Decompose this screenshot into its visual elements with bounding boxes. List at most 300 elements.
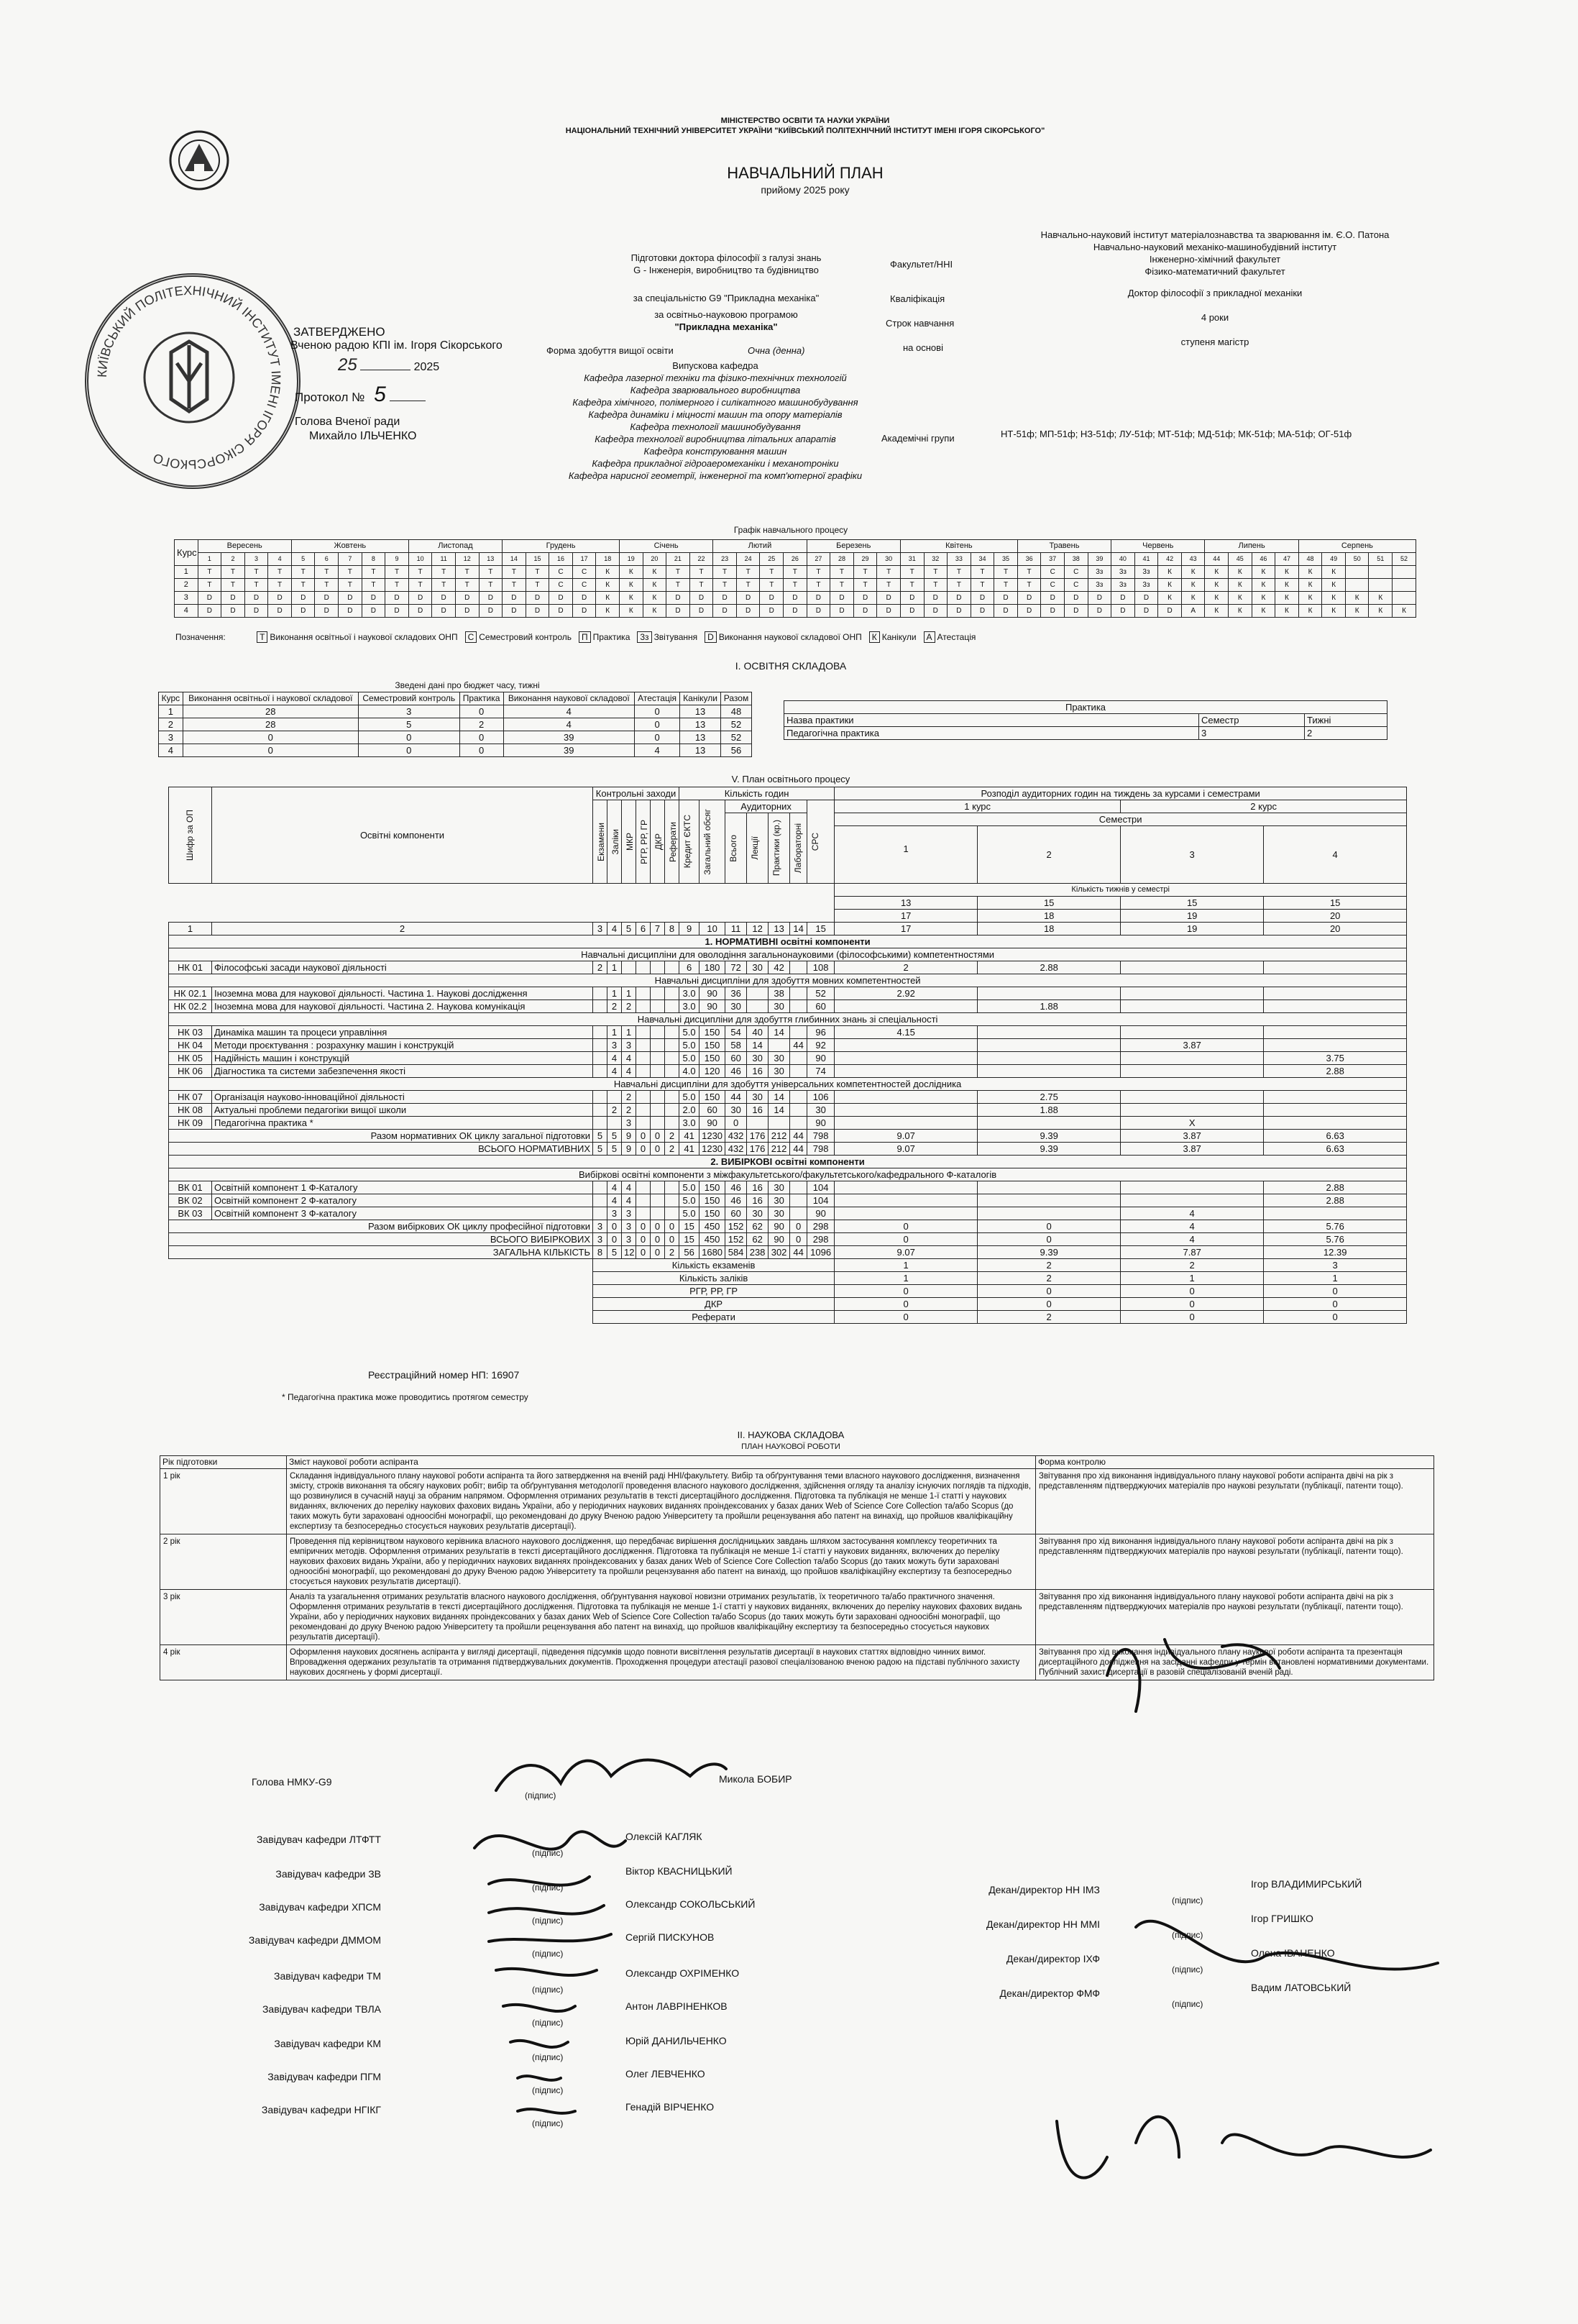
- plan-total-cell: 0: [636, 1246, 651, 1259]
- plan-row: [169, 1207, 1407, 1220]
- schedule-cell: D: [362, 592, 385, 605]
- budget-cell: 4: [503, 705, 634, 718]
- plan-total-cell: 0: [978, 1220, 1121, 1233]
- plan-cell: 16: [747, 1194, 769, 1207]
- plan-code: НК 06: [169, 1065, 212, 1078]
- schedule-cell: К: [1205, 592, 1229, 605]
- schedule-cell: D: [479, 605, 503, 618]
- plan-cell: [1264, 1104, 1407, 1117]
- budget-row: [159, 731, 752, 744]
- schedule-cell: D: [432, 592, 456, 605]
- legend-item: [637, 632, 697, 642]
- schedule-cell: D: [994, 605, 1018, 618]
- plan-total-cell: 152: [725, 1220, 747, 1233]
- budget-cell: 0: [183, 731, 358, 744]
- schedule-week-number: 45: [1229, 553, 1252, 566]
- schedule-cell: Т: [877, 579, 901, 592]
- departments: [546, 360, 884, 482]
- plan-cell: 106: [807, 1091, 835, 1104]
- plan-total-cell: 798: [807, 1130, 835, 1143]
- plan-section-title: Вибіркові освітні компоненти з міжфакультетського/факультетського/кафедрального Ф-каталогів: [169, 1168, 1407, 1181]
- plan-col-number: 5: [622, 923, 636, 935]
- plan-cell: [593, 1039, 607, 1052]
- plan-cell: [835, 1052, 978, 1065]
- plan-total-label: Разом вибіркових ОК циклу професійної підготовки: [169, 1220, 593, 1233]
- protocol: [295, 383, 426, 407]
- plan-cell: [607, 1091, 622, 1104]
- schedule-week-number: 13: [479, 553, 503, 566]
- signature-role: Завідувач кафедри ДММОМ: [248, 1934, 381, 1946]
- faculty-extra: Навчально-науковий механіко-машинобудівний інститут: [1093, 242, 1337, 252]
- plan-cell: 4: [607, 1194, 622, 1207]
- plan-total-cell: 0: [835, 1233, 978, 1246]
- plan-section-title: Навчальні дисципліни для здобуття глибинних знань зі спеціальності: [169, 1013, 1407, 1026]
- schedule-cell: Т: [526, 566, 549, 579]
- budget-cell: 28: [183, 705, 358, 718]
- plan-cell: [636, 1000, 651, 1013]
- summary-cell: 2: [978, 1259, 1121, 1272]
- stamp-text: КИЇВСЬКИЙ ПОЛІТЕХНІЧНИЙ ІНСТИТУТ ІМЕНІ ІГОРЯ СІКОРСЬКОГО: [94, 283, 284, 472]
- schedule-cell: D: [572, 605, 596, 618]
- schedule-cell: К: [1229, 605, 1252, 618]
- schedule-month: Вересень: [198, 540, 291, 553]
- plan-row: [169, 1181, 1407, 1194]
- signature-name: Олексій КАГЛЯК: [625, 1831, 702, 1842]
- plan-cell: [835, 1207, 978, 1220]
- schedule-cell: К: [619, 579, 643, 592]
- schedule-cell: D: [830, 592, 854, 605]
- plan-cell: [835, 1181, 978, 1194]
- plan-cell: [665, 1181, 679, 1194]
- plan-total-cell: 9.07: [835, 1246, 978, 1259]
- plan-h-code: Шифр за ОП: [169, 787, 212, 884]
- schedule-cell: D: [853, 605, 877, 618]
- plan-cell: 3: [622, 1207, 636, 1220]
- schedule-cell: D: [994, 592, 1018, 605]
- plan-cell: [593, 987, 607, 1000]
- budget-row: [159, 705, 752, 718]
- schedule-cell: Т: [900, 579, 924, 592]
- plan-cell: [978, 1039, 1121, 1052]
- plan-h-exams: Екзамени: [593, 800, 607, 884]
- plan-total-cell: 5: [607, 1246, 622, 1259]
- schedule-cell: Т: [408, 566, 432, 579]
- page-title: НАВЧАЛЬНИЙ ПЛАН: [727, 164, 884, 182]
- schedule-cell: D: [385, 592, 409, 605]
- legend-text: Атестація: [937, 632, 976, 642]
- plan-cell: [665, 961, 679, 974]
- schedule-cell: [1369, 566, 1393, 579]
- plan-total-cell: 0: [636, 1233, 651, 1246]
- schedule-cell: Т: [994, 579, 1018, 592]
- plan-cell: [665, 1039, 679, 1052]
- summary-cell: 1: [835, 1259, 978, 1272]
- schedule-month: Жовтень: [291, 540, 408, 553]
- plan-h-control: Контрольні заходи: [593, 787, 679, 800]
- schedule-week-number: 2: [221, 553, 245, 566]
- plan-h-lect: Лекції: [747, 813, 769, 884]
- schedule-week-number: 16: [549, 553, 573, 566]
- plan-cell: [978, 987, 1121, 1000]
- dept-item: Кафедра конструювання машин: [643, 446, 787, 457]
- plan-col-number: 1: [169, 923, 212, 935]
- plan-col-number: 19: [1121, 923, 1264, 935]
- plan-cell: 3.87: [1121, 1039, 1264, 1052]
- plan-section-row: [169, 935, 1407, 948]
- plan-total-cell: 0: [651, 1233, 665, 1246]
- budget-header: Семестровий контроль: [358, 692, 459, 705]
- schedule-week-number: 52: [1393, 553, 1416, 566]
- schedule-cell: D: [1041, 592, 1065, 605]
- budget-cell: 56: [720, 744, 751, 757]
- plan-cell: 150: [699, 1194, 725, 1207]
- budget-cell: 0: [459, 731, 503, 744]
- schedule-cell: Т: [315, 566, 339, 579]
- signature-caption: (підпис): [1172, 1964, 1203, 1975]
- schedule-cell: К: [1229, 566, 1252, 579]
- plan-cell: [1264, 1000, 1407, 1013]
- summary-cell: 0: [978, 1285, 1121, 1298]
- faculty-main: Навчально-науковий інститут матеріалознавства та зварювання ім. Є.О. Патона: [1040, 229, 1390, 240]
- plan-cell: 4: [622, 1194, 636, 1207]
- plan-cell: 16: [747, 1065, 769, 1078]
- plan-total-cell: 5: [607, 1143, 622, 1156]
- signature-role: Завідувач кафедри ХПСМ: [259, 1901, 381, 1913]
- plan-h-dkr: ДКР: [651, 800, 665, 884]
- plan-cell: 90: [807, 1207, 835, 1220]
- summary-cell: 1: [1264, 1272, 1407, 1285]
- schedule-month: Червень: [1111, 540, 1205, 553]
- plan-cell: 1.88: [978, 1000, 1121, 1013]
- plan-col-number: 3: [593, 923, 607, 935]
- plan-cell: 2.75: [978, 1091, 1121, 1104]
- plan-cell: [636, 987, 651, 1000]
- schedule-week-number: 42: [1158, 553, 1182, 566]
- plan-h-rgr: РГР, РР, ГР: [636, 800, 651, 884]
- plan-cell: 150: [699, 1052, 725, 1065]
- plan-cell: [665, 1052, 679, 1065]
- plan-section-title: 1. НОРМАТИВНІ освітні компоненти: [169, 935, 1407, 948]
- plan-cell: [665, 1091, 679, 1104]
- budget-cell: 48: [720, 705, 751, 718]
- plan-cell: 1: [607, 961, 622, 974]
- research-year: 4 рік: [160, 1645, 287, 1680]
- plan-h-lab: Лабораторні: [790, 813, 807, 884]
- schedule-cell: D: [503, 605, 526, 618]
- plan-cell: 4: [607, 1052, 622, 1065]
- plan-cell: 3: [622, 1117, 636, 1130]
- schedule-cell: Т: [807, 579, 830, 592]
- plan-section-row: [169, 1156, 1407, 1168]
- schedule-cell: К: [1275, 579, 1299, 592]
- plan-cell: 1: [607, 987, 622, 1000]
- footnote: * Педагогічна практика може проводитись протягом семестру: [282, 1392, 528, 1402]
- schedule-cell: D: [784, 592, 807, 605]
- budget-cell: 52: [720, 718, 751, 731]
- legend-item: [257, 632, 458, 642]
- schedule-cell: Т: [760, 579, 784, 592]
- plan-component: Актуальні проблеми педагогіки вищої школи: [212, 1104, 593, 1117]
- plan-cell: [622, 961, 636, 974]
- schedule-cell: 3з: [1111, 579, 1135, 592]
- schedule-cell: К: [643, 579, 666, 592]
- schedule-week-number: 22: [689, 553, 713, 566]
- plan-cell: 180: [699, 961, 725, 974]
- plan-h-srs: СРС: [807, 800, 835, 884]
- schedule-cell: К: [1393, 605, 1416, 618]
- schedule-cell: Т: [994, 566, 1018, 579]
- signature-caption: (підпис): [532, 1882, 564, 1893]
- schedule-week-number: 39: [1088, 553, 1111, 566]
- schedule-week-number: 34: [971, 553, 994, 566]
- approved-label: ЗАТВЕРДЖЕНО: [293, 325, 385, 339]
- plan-cell: 3.0: [679, 1117, 699, 1130]
- schedule-cell: Т: [784, 566, 807, 579]
- plan-cell: [593, 1026, 607, 1039]
- schedule-row: [175, 592, 1416, 605]
- summary-cell: 0: [1121, 1285, 1264, 1298]
- plan-cell: 1: [607, 1026, 622, 1039]
- plan-cell: [665, 1207, 679, 1220]
- plan-col-number: 9: [679, 923, 699, 935]
- plan-cell: [790, 1026, 807, 1039]
- plan-cell: 52: [807, 987, 835, 1000]
- budget-cell: 28: [183, 718, 358, 731]
- sem-num: 1: [835, 826, 978, 884]
- practice-table-wrap: [784, 700, 1387, 740]
- plan-cell: 1: [622, 987, 636, 1000]
- schedule-month: Листопад: [408, 540, 502, 553]
- summary-label: ДКР: [593, 1298, 835, 1311]
- schedule-week-number: 20: [643, 553, 666, 566]
- plan-cell: [651, 1000, 665, 1013]
- schedule-cell: D: [268, 592, 292, 605]
- plan-cell: 2: [607, 1104, 622, 1117]
- plan-cell: [651, 1194, 665, 1207]
- dept-item: Кафедра лазерної техніки та фізико-технічних технологій: [584, 372, 847, 383]
- schedule-cell: D: [315, 592, 339, 605]
- legend-item: [924, 632, 976, 642]
- plan-cell: 44: [725, 1091, 747, 1104]
- signature-name: Олег ЛЕВЧЕНКО: [625, 2068, 705, 2080]
- qual-value: Доктор філософії з прикладної механіки: [1127, 288, 1303, 298]
- schedule-cell: D: [455, 605, 479, 618]
- plan-total-cell: 41: [679, 1143, 699, 1156]
- schedule-week-number: 28: [830, 553, 854, 566]
- plan-total-cell: 9: [622, 1143, 636, 1156]
- groups-label: Академічні групи: [881, 433, 955, 444]
- research-header: Рік підготовки: [160, 1456, 287, 1469]
- plan-cell: 96: [807, 1026, 835, 1039]
- schedule-week-number: 36: [1017, 553, 1041, 566]
- plan-section-row: [169, 1013, 1407, 1026]
- term-label: Строк навчання: [886, 318, 955, 329]
- schedule-cell: К: [1275, 592, 1299, 605]
- plan-cell: [790, 961, 807, 974]
- form-label: Форма здобуття вищої освіти: [546, 345, 674, 356]
- research-control: Звітування про хід виконання індивідуального плану наукової роботи аспіранта та презентація дисертаційного дослідження на засіданні кафедри у термін встановлені нормативними документами. Публічний захист дисертації в разовій спеціалізованій вченій раді.: [1036, 1645, 1434, 1680]
- plan-cell: 14: [769, 1091, 790, 1104]
- schedule-cell: К: [1322, 605, 1346, 618]
- schedule-cell: 3з: [1088, 566, 1111, 579]
- plan-cell: 30: [769, 1052, 790, 1065]
- plan-cell: [593, 1091, 607, 1104]
- plan-cell: [636, 1091, 651, 1104]
- schedule-cell: D: [549, 605, 573, 618]
- practice-h-sem: Семестр: [1199, 714, 1305, 727]
- plan-cell: [835, 1065, 978, 1078]
- schedule-cell: D: [736, 592, 760, 605]
- budget-cell: 52: [720, 731, 751, 744]
- approval-day: 25: [338, 355, 357, 375]
- schedule-cell: К: [1205, 579, 1229, 592]
- legend-code: А: [924, 631, 935, 643]
- schedule-cell: К: [643, 605, 666, 618]
- plan-cell: 3.0: [679, 1000, 699, 1013]
- reg-number: Реєстраційний номер НП: 16907: [368, 1369, 520, 1381]
- plan-cell: [1121, 1181, 1264, 1194]
- plan-cell: [790, 1065, 807, 1078]
- plan-total-cell: 41: [679, 1130, 699, 1143]
- schedule-cell: D: [244, 605, 268, 618]
- schedule-cell: Т: [291, 566, 315, 579]
- schedule-cell: Т: [408, 579, 432, 592]
- plan-h-aud: Аудиторних: [725, 800, 807, 813]
- legend-text: Виконання наукової складової ОНП: [718, 632, 862, 642]
- plan-cell: 38: [769, 987, 790, 1000]
- schedule-week-number: 6: [315, 553, 339, 566]
- schedule-week-number: 8: [362, 553, 385, 566]
- plan-cell: [1264, 961, 1407, 974]
- schedule-cell: D: [526, 605, 549, 618]
- plan-component: Іноземна мова для наукової діяльності. Частина 1. Наукові дослідження: [212, 987, 593, 1000]
- schedule-week-number: 51: [1369, 553, 1393, 566]
- plan-total-cell: 44: [790, 1130, 807, 1143]
- plan-total-cell: 1230: [699, 1130, 725, 1143]
- plan-cell: [835, 1104, 978, 1117]
- budget-cell: 13: [680, 718, 721, 731]
- plan-h-credits: Заліки: [607, 800, 622, 884]
- budget-table: [158, 692, 752, 757]
- plan-section-row: [169, 1168, 1407, 1181]
- plan-cell: 30: [807, 1104, 835, 1117]
- plan-total-cell: 176: [747, 1143, 769, 1156]
- university-name: НАЦІОНАЛЬНИЙ ТЕХНІЧНИЙ УНІВЕРСИТЕТ УКРАЇНИ "КИЇВСЬКИЙ ПОЛІТЕХНІЧНИЙ ІНСТИТУТ ІМЕНІ ІГОРЯ СІКОРСЬКОГО": [565, 127, 1045, 135]
- schedule-cell: К: [596, 605, 620, 618]
- schedule-cell: Т: [362, 566, 385, 579]
- plan-cell: [651, 1052, 665, 1065]
- plan-row: [169, 1194, 1407, 1207]
- plan-cell: 30: [725, 1104, 747, 1117]
- plan-cell: [665, 1194, 679, 1207]
- plan-cell: [769, 1117, 790, 1130]
- research-table: [160, 1455, 1434, 1680]
- schedule-legend: [175, 631, 1441, 643]
- plan-total-cell: 0: [651, 1130, 665, 1143]
- schedule-cell: Т: [924, 566, 948, 579]
- plan-cell: [593, 1207, 607, 1220]
- plan-summary-row: [169, 1259, 1407, 1272]
- plan-section-row: [169, 1078, 1407, 1091]
- plan-section-title: Навчальні дисципліни для здобуття мовних компетентностей: [169, 974, 1407, 987]
- plan-total-cell: 0: [978, 1233, 1121, 1246]
- plan-cell: 2: [835, 961, 978, 974]
- budget-cell: 0: [459, 705, 503, 718]
- plan-cell: [790, 1000, 807, 1013]
- plan-cell: [651, 1117, 665, 1130]
- schedule-cell: Т: [784, 579, 807, 592]
- plan-col-number: 15: [807, 923, 835, 935]
- plan-total-cell: 15: [679, 1233, 699, 1246]
- budget-cell: 4: [159, 744, 183, 757]
- schedule-cell: К: [1345, 592, 1369, 605]
- schedule-cell: Т: [666, 566, 690, 579]
- schedule-cell: Т: [198, 579, 221, 592]
- plan-cell: 3: [607, 1207, 622, 1220]
- schedule-cell: [1345, 579, 1369, 592]
- plan-cell: [593, 1181, 607, 1194]
- plan-cell: 2.92: [835, 987, 978, 1000]
- schedule-course-header: Курс: [175, 540, 198, 566]
- plan-cell: 16: [747, 1104, 769, 1117]
- schedule-cell: D: [385, 605, 409, 618]
- schedule-cell: [1393, 579, 1416, 592]
- schedule-month: Грудень: [503, 540, 620, 553]
- plan-cell: [636, 1026, 651, 1039]
- schedule-month: Лютий: [713, 540, 807, 553]
- summary-cell: 2: [1121, 1259, 1264, 1272]
- signature-caption: (підпис): [1172, 1895, 1203, 1906]
- schedule-cell: К: [596, 566, 620, 579]
- budget-cell: 0: [635, 705, 680, 718]
- legend-text: Канікули: [881, 632, 917, 642]
- plan-code: ВК 01: [169, 1181, 212, 1194]
- plan-code: НК 09: [169, 1117, 212, 1130]
- schedule-cell: Т: [339, 566, 362, 579]
- plan-cell: [978, 1181, 1121, 1194]
- schedule-cell: Т: [503, 579, 526, 592]
- practice-name: Педагогічна практика: [784, 727, 1199, 740]
- budget-cell: 13: [680, 731, 721, 744]
- schedule-cell: D: [877, 592, 901, 605]
- plan-row: [169, 1000, 1407, 1013]
- plan-total-cell: 0: [835, 1220, 978, 1233]
- schedule-cell: Т: [339, 579, 362, 592]
- schedule-cell: D: [455, 592, 479, 605]
- plan-cell: 60: [699, 1104, 725, 1117]
- plan-total-cell: 62: [747, 1220, 769, 1233]
- plan-table-wrap: [168, 787, 1407, 1324]
- plan-cell: 3.0: [679, 987, 699, 1000]
- basis-label: на основі: [903, 342, 943, 353]
- summary-cell: 0: [835, 1311, 978, 1324]
- plan-cell: 2: [593, 961, 607, 974]
- plan-cell: 60: [725, 1207, 747, 1220]
- schedule-cell: Т: [971, 579, 994, 592]
- plan-cell: [769, 1039, 790, 1052]
- plan-total-cell: 9.39: [978, 1143, 1121, 1156]
- plan-cell: [651, 1091, 665, 1104]
- schedule-cell: D: [689, 605, 713, 618]
- plan-total-cell: 9: [622, 1130, 636, 1143]
- plan-component: Надійність машин і конструкцій: [212, 1052, 593, 1065]
- schedule-cell: С: [549, 566, 573, 579]
- schedule-course: 3: [175, 592, 198, 605]
- budget-row: [159, 744, 752, 757]
- plan-cell: 90: [699, 1000, 725, 1013]
- approved-council: Вченою радою КПІ ім. Ігоря Сікорського: [290, 339, 503, 352]
- plan-total-cell: 5.76: [1264, 1220, 1407, 1233]
